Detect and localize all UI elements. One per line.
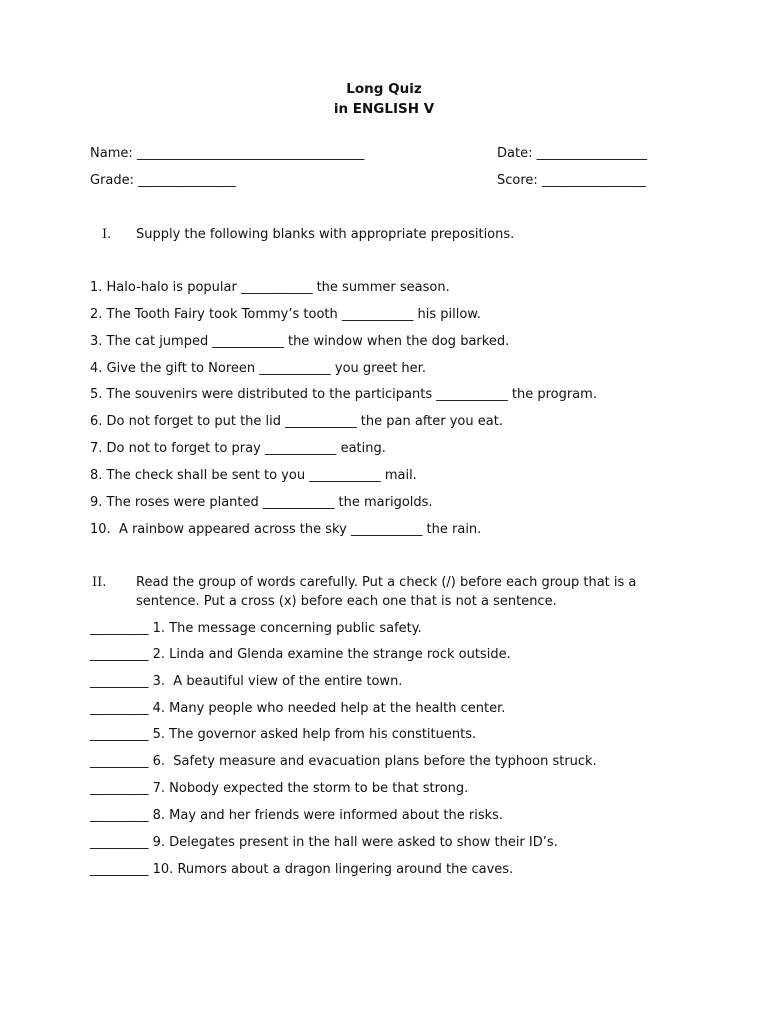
part1-item: 1. Halo-halo is popular ___________ the summer season. <box>90 280 450 295</box>
part1-item: 10. A rainbow appeared across the sky ___________ the rain. <box>90 522 482 537</box>
part2-item: _________ 2. Linda and Glenda examine the strange rock outside. <box>90 647 511 662</box>
part1-item: 9. The roses were planted ___________ the marigolds. <box>90 495 433 510</box>
quiz-title: Long Quiz <box>346 81 422 97</box>
part1-numeral: I. <box>102 227 112 242</box>
part2-item: _________ 5. The governor asked help from his constituents. <box>90 727 477 742</box>
part1-item: 8. The check shall be sent to you ___________ mail. <box>90 468 417 483</box>
date-field: Date: _________________ <box>497 146 648 161</box>
name-field: Name: ___________________________________ <box>90 146 365 161</box>
part2-item: _________ 4. Many people who needed help at the health center. <box>90 701 506 716</box>
grade-field: Grade: _______________ <box>90 173 236 188</box>
part1-item: 5. The souvenirs were distributed to the participants ___________ the program. <box>90 387 597 402</box>
part2-item: _________ 7. Nobody expected the storm to be that strong. <box>90 781 469 796</box>
part2-item: _________ 10. Rumors about a dragon lingering around the caves. <box>90 862 514 877</box>
part2-item: _________ 6. Safety measure and evacuation plans before the typhoon struck. <box>90 754 597 769</box>
part1-instruction: Supply the following blanks with appropriate prepositions. <box>136 227 515 242</box>
quiz-subtitle: in ENGLISH V <box>333 101 435 117</box>
part1-item: 4. Give the gift to Noreen ___________ you greet her. <box>90 361 426 376</box>
part1-item: 7. Do not to forget to pray ___________ eating. <box>90 441 386 456</box>
part2-item: _________ 9. Delegates present in the hall were asked to show their ID’s. <box>90 835 558 850</box>
part1-item: 2. The Tooth Fairy took Tommy’s tooth ___________ his pillow. <box>90 307 481 322</box>
part2-instruction-line2: sentence. Put a cross (x) before each one that is not a sentence. <box>136 594 557 609</box>
part2-numeral: II. <box>92 575 107 590</box>
score-field: Score: ________________ <box>497 173 646 188</box>
part2-item: _________ 3. A beautiful view of the entire town. <box>90 674 403 689</box>
part2-item: _________ 1. The message concerning public safety. <box>90 621 422 636</box>
part2-item: _________ 8. May and her friends were informed about the risks. <box>90 808 504 823</box>
part2-instruction-line1: Read the group of words carefully. Put a check (/) before each group that is a <box>136 575 637 590</box>
part1-item: 3. The cat jumped ___________ the window when the dog barked. <box>90 334 510 349</box>
part1-item: 6. Do not forget to put the lid ___________ the pan after you eat. <box>90 414 503 429</box>
